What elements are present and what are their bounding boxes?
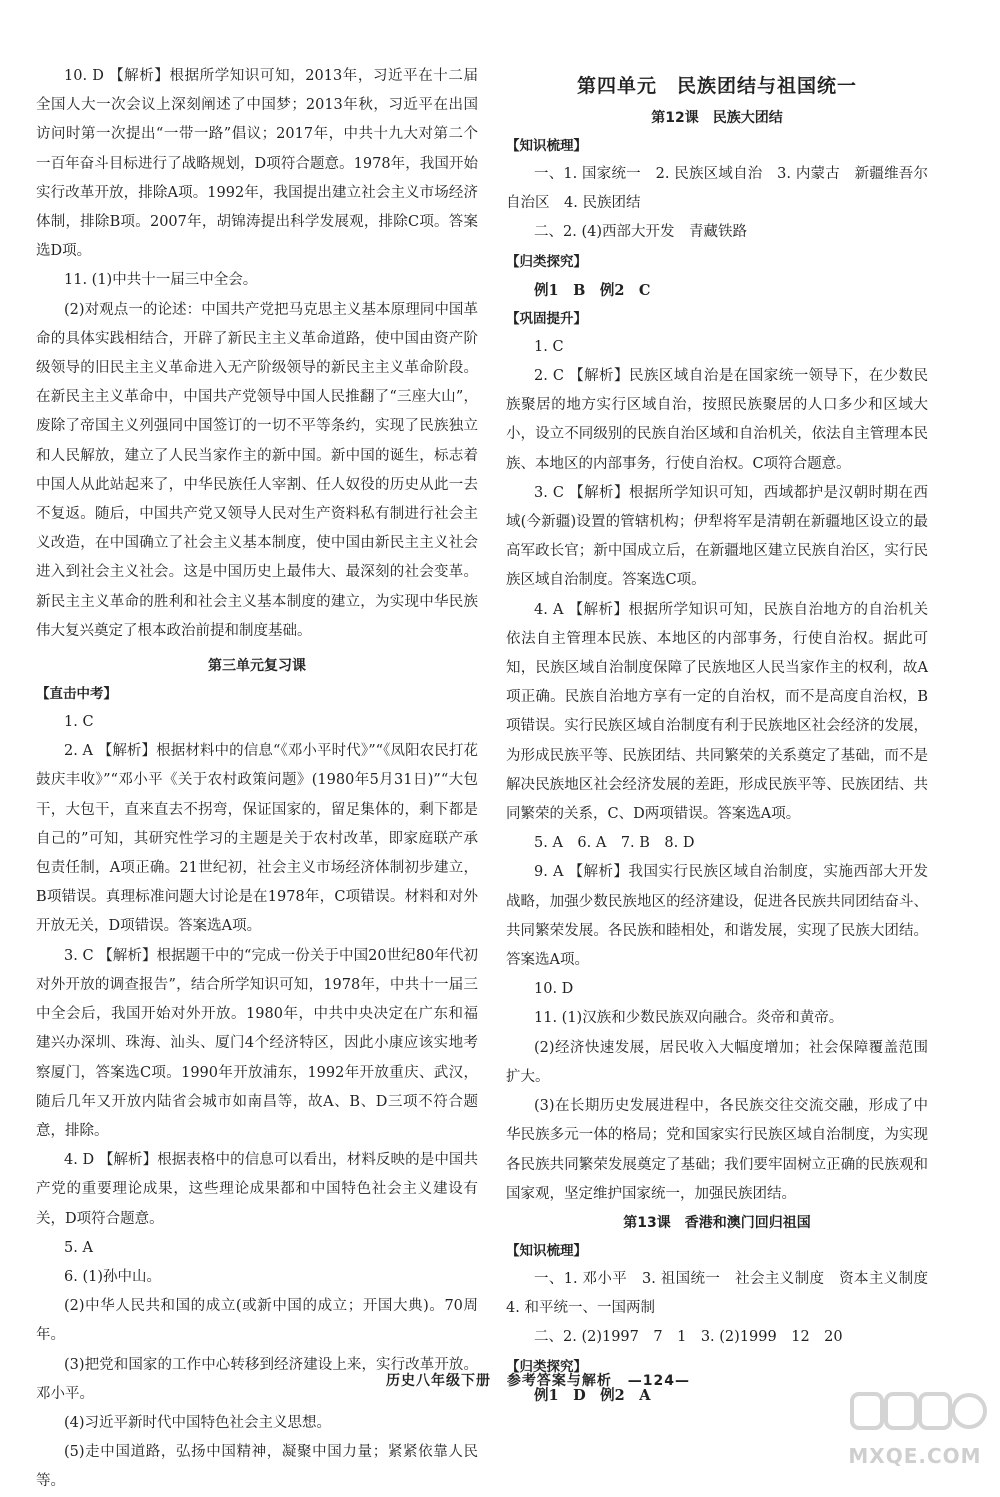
section-heading-knowledge-2: 【知识梳理】 [506,1242,587,1259]
consolidate-answer-9: 9. A 【解析】我国实行民族区域自治制度，实施西部大开发战略，加强少数民族地区的经济建设，促进各民族共同团结奋斗、共同繁荣发展。各民族和睦相处，和谐发展，实现了民族大团结。答案选A项。 [506,864,928,969]
consolidate-answer-5-8: 5. A 6. A 7. B 8. D [534,835,695,852]
page-footer [386,1370,700,1390]
answer-11-part1: 11. (1)中共十一届三中全会。 [64,272,258,289]
consolidate-answer-11-part1: 11. (1)汉族和少数民族双向融合。炎帝和黄帝。 [534,1010,844,1027]
section-heading-consolidate: 【巩固提升】 [506,310,587,327]
review-answer-4: 4. D 【解析】根据表格中的信息可以看出，材料反映的是中国共产党的重要理论成果，这些理论成果都和中国特色社会主义建设有关，D项符合题意。 [36,1152,478,1227]
review-answer-6-part1: 6. (1)孙中山。 [64,1268,161,1285]
footer-section: 参考答案与解析 [506,1373,612,1389]
consolidate-answer-11-part3: (3)在长期历史发展进程中，各民族交往交流交融，形成了中华民族多元一体的格局；党和国家实行民族区域自治制度，为实现各民族共同繁荣发展奠定了基础；我们要牢固树立正确的民族观和国家观，坚定维护国家统一，加强民族团结。 [506,1098,928,1202]
review-answer-6-part4: (4)习近平新时代中国特色社会主义思想。 [64,1414,332,1431]
knowledge-item-1: 一、1. 国家统一 2. 民族区域自治 3. 内蒙古 新疆维吾尔自治区 4. 民族团结 [506,166,928,212]
knowledge-item-2: 二、2. (4)西部大开发 青藏铁路 [534,224,747,241]
review-answer-3: 3. C 【解析】根据题干中的“完成一份关于中国20世纪80年代初对外开放的调查报告”，结合所学知识可知，1978年，中共十一届三中全会后，我国开始对外开放。1980年，中共中央决定在广东和福建兴办深圳、珠海、汕头、厦门4个经济特区，因此小康应该实地考察厦门，答案选C项。1990年开放浦东，1992年开放重庆、武汉，随后几年又开放内陆省会城市如南昌等，故A、B、D三项不符合题意，排除。 [36,947,478,1139]
section-heading-explore-2: 【归类探究】 [506,1358,587,1375]
review-answer-6-part5: (5)走中国道路，弘扬中国精神，凝聚中国力量；紧紧依靠人民等。 [36,1444,478,1490]
explore-examples: 例1 B 例2 C [534,281,651,299]
consolidate-answer-1: 1. C [534,338,564,355]
watermark-logo-icon [848,1388,988,1436]
knowledge-item-4: 二、2. (2)1997 7 1 3. (2)1999 12 20 [534,1329,843,1346]
left-column [36,62,478,1497]
lesson-12-title: 第12课 民族大团结 [651,110,783,126]
section-heading-knowledge: 【知识梳理】 [506,138,587,154]
consolidate-answer-3: 3. C 【解析】根据所学知识可知，西域都护是汉朝时期在西域(今新疆)设置的管辖机构；伊犁将军是清朝在新疆地区设立的最高军政长官；新中国成立后，在新疆地区建立民族自治区，实行民族区域自治制度。答案选C项。 [506,484,928,589]
unit-title: 第四单元 民族团结与祖国统一 [576,75,857,97]
consolidate-answer-10: 10. D [534,981,574,998]
explore-examples-2: 例1 D 例2 A [534,1386,651,1404]
answer-11-part2: (2)对观点一的论述：中国共产党把马克思主义基本原理同中国革命的具体实践相结合，开辟了新民主主义革命道路，使中国由资产阶级领导的旧民主主义革命进入无产阶级领导的新民主主义革命阶段。在新民主主义革命中，中国共产党领导中国人民推翻了“三座大山”，废除了帝国主义列强同中国签订的一切不平等条约，实现了民族独立和人民解放，建立了人民当家作主的新中国。新中国的诞生，标志着中国人从此站起来了，中华民族任人宰割、任人奴役的历史从此一去不复返。随后，中国共产党又领导人民对生产资料私有制进行社会主义改造，在中国确立了社会主义基本制度，使中国由新民主主义社会进入到社会主义社会。这是中国历史上最伟大、最深刻的社会变革。新民主主义革命的胜利和社会主义基本制度的建立，为实现中华民族伟大复兴奠定了根本政治前提和制度基础。 [36,301,478,639]
footer-book: 历史八年级下册 [386,1373,491,1389]
review-answer-1: 1. C [64,714,94,731]
review-answer-6-part3: (3)把党和国家的工作中心转移到经济建设上来，实行改革开放。邓小平。 [36,1356,478,1402]
section-heading-explore: 【归类探究】 [506,253,587,270]
right-column [506,72,943,1410]
review-lesson-title: 第三单元复习课 [208,658,306,675]
footer-page-number: —124— [627,1373,690,1389]
watermark-text: MXQE.COM [848,1444,982,1468]
consolidate-answer-2: 2. C 【解析】民族区域自治是在国家统一领导下，在少数民族聚居的地方实行区域自治，按照民族聚居的人口多少和区域大小，设立不同级别的民族自治区域和自治机关，依法自主管理本民族、本地区的内部事务，行使自治权。C项符合题意。 [506,368,928,472]
knowledge-item-3: 一、1. 邓小平 3. 祖国统一 社会主义制度 资本主义制度 4. 和平统一、一国两制 [506,1270,943,1317]
watermark [840,1388,990,1468]
consolidate-answer-4: 4. A 【解析】根据所学知识可知，民族自治地方的自治机关依法自主管理本民族、本地区的内部事务，行使自治权。据此可知，民族区域自治制度保障了民族地区人民当家作主的权利，故A项正确。民族自治地方享有一定的自治权，而不是高度自治权，B项错误。实行民族区域自治制度有利于民族地区社会经济的发展，为形成民族平等、民族团结、共同繁荣的关系奠定了基础，而不是解决民族地区社会经济发展的差距，形成民族平等、民族团结、共同繁荣的关系，C、D两项错误。答案选A项。 [506,601,928,823]
section-heading-exam: 【直击中考】 [36,686,117,703]
review-answer-6-part2: (2)中华人民共和国的成立(或新中国的成立；开国大典)。70周年。 [36,1298,478,1344]
review-answer-5: 5. A [64,1239,93,1256]
consolidate-answer-11-part2: (2)经济快速发展，居民收入大幅度增加；社会保障覆盖范围扩大。 [506,1039,928,1085]
review-answer-2: 2. A 【解析】根据材料中的信息“《邓小平时代》”“《凤阳农民打花鼓庆丰收》”“邓小平《关于农村政策问题》(1980年5月31日)”“大包干，大包干，直来直去不拐弯，保证国家的，留足集体的，剩下都是自己的”可知，其研究性学习的主题是关于农村改革，即家庭联产承包责任制，A项正确。21世纪初，社会主义市场经济体制初步建立，B项错误。真理标准问题大讨论是在1978年，C项错误。材料和对外开放无关，D项错误。答案选A项。 [36,743,478,935]
answer-10: 10. D 【解析】根据所学知识可知，2013年，习近平在十二届全国人大一次会议上深刻阐述了中国梦；2013年秋，习近平在出国访问时第一次提出“一带一路”倡议；2017年，中共十九大对第二个一百年奋斗目标进行了战略规划，D项符合题意。1978年，我国开始实行改革开放，排除A项。1992年，我国提出建立社会主义市场经济体制，排除B项。2007年，胡锦涛提出科学发展观，排除C项。答案选D项。 [36,68,478,260]
lesson-13-title: 第13课 香港和澳门回归祖国 [623,1214,811,1231]
